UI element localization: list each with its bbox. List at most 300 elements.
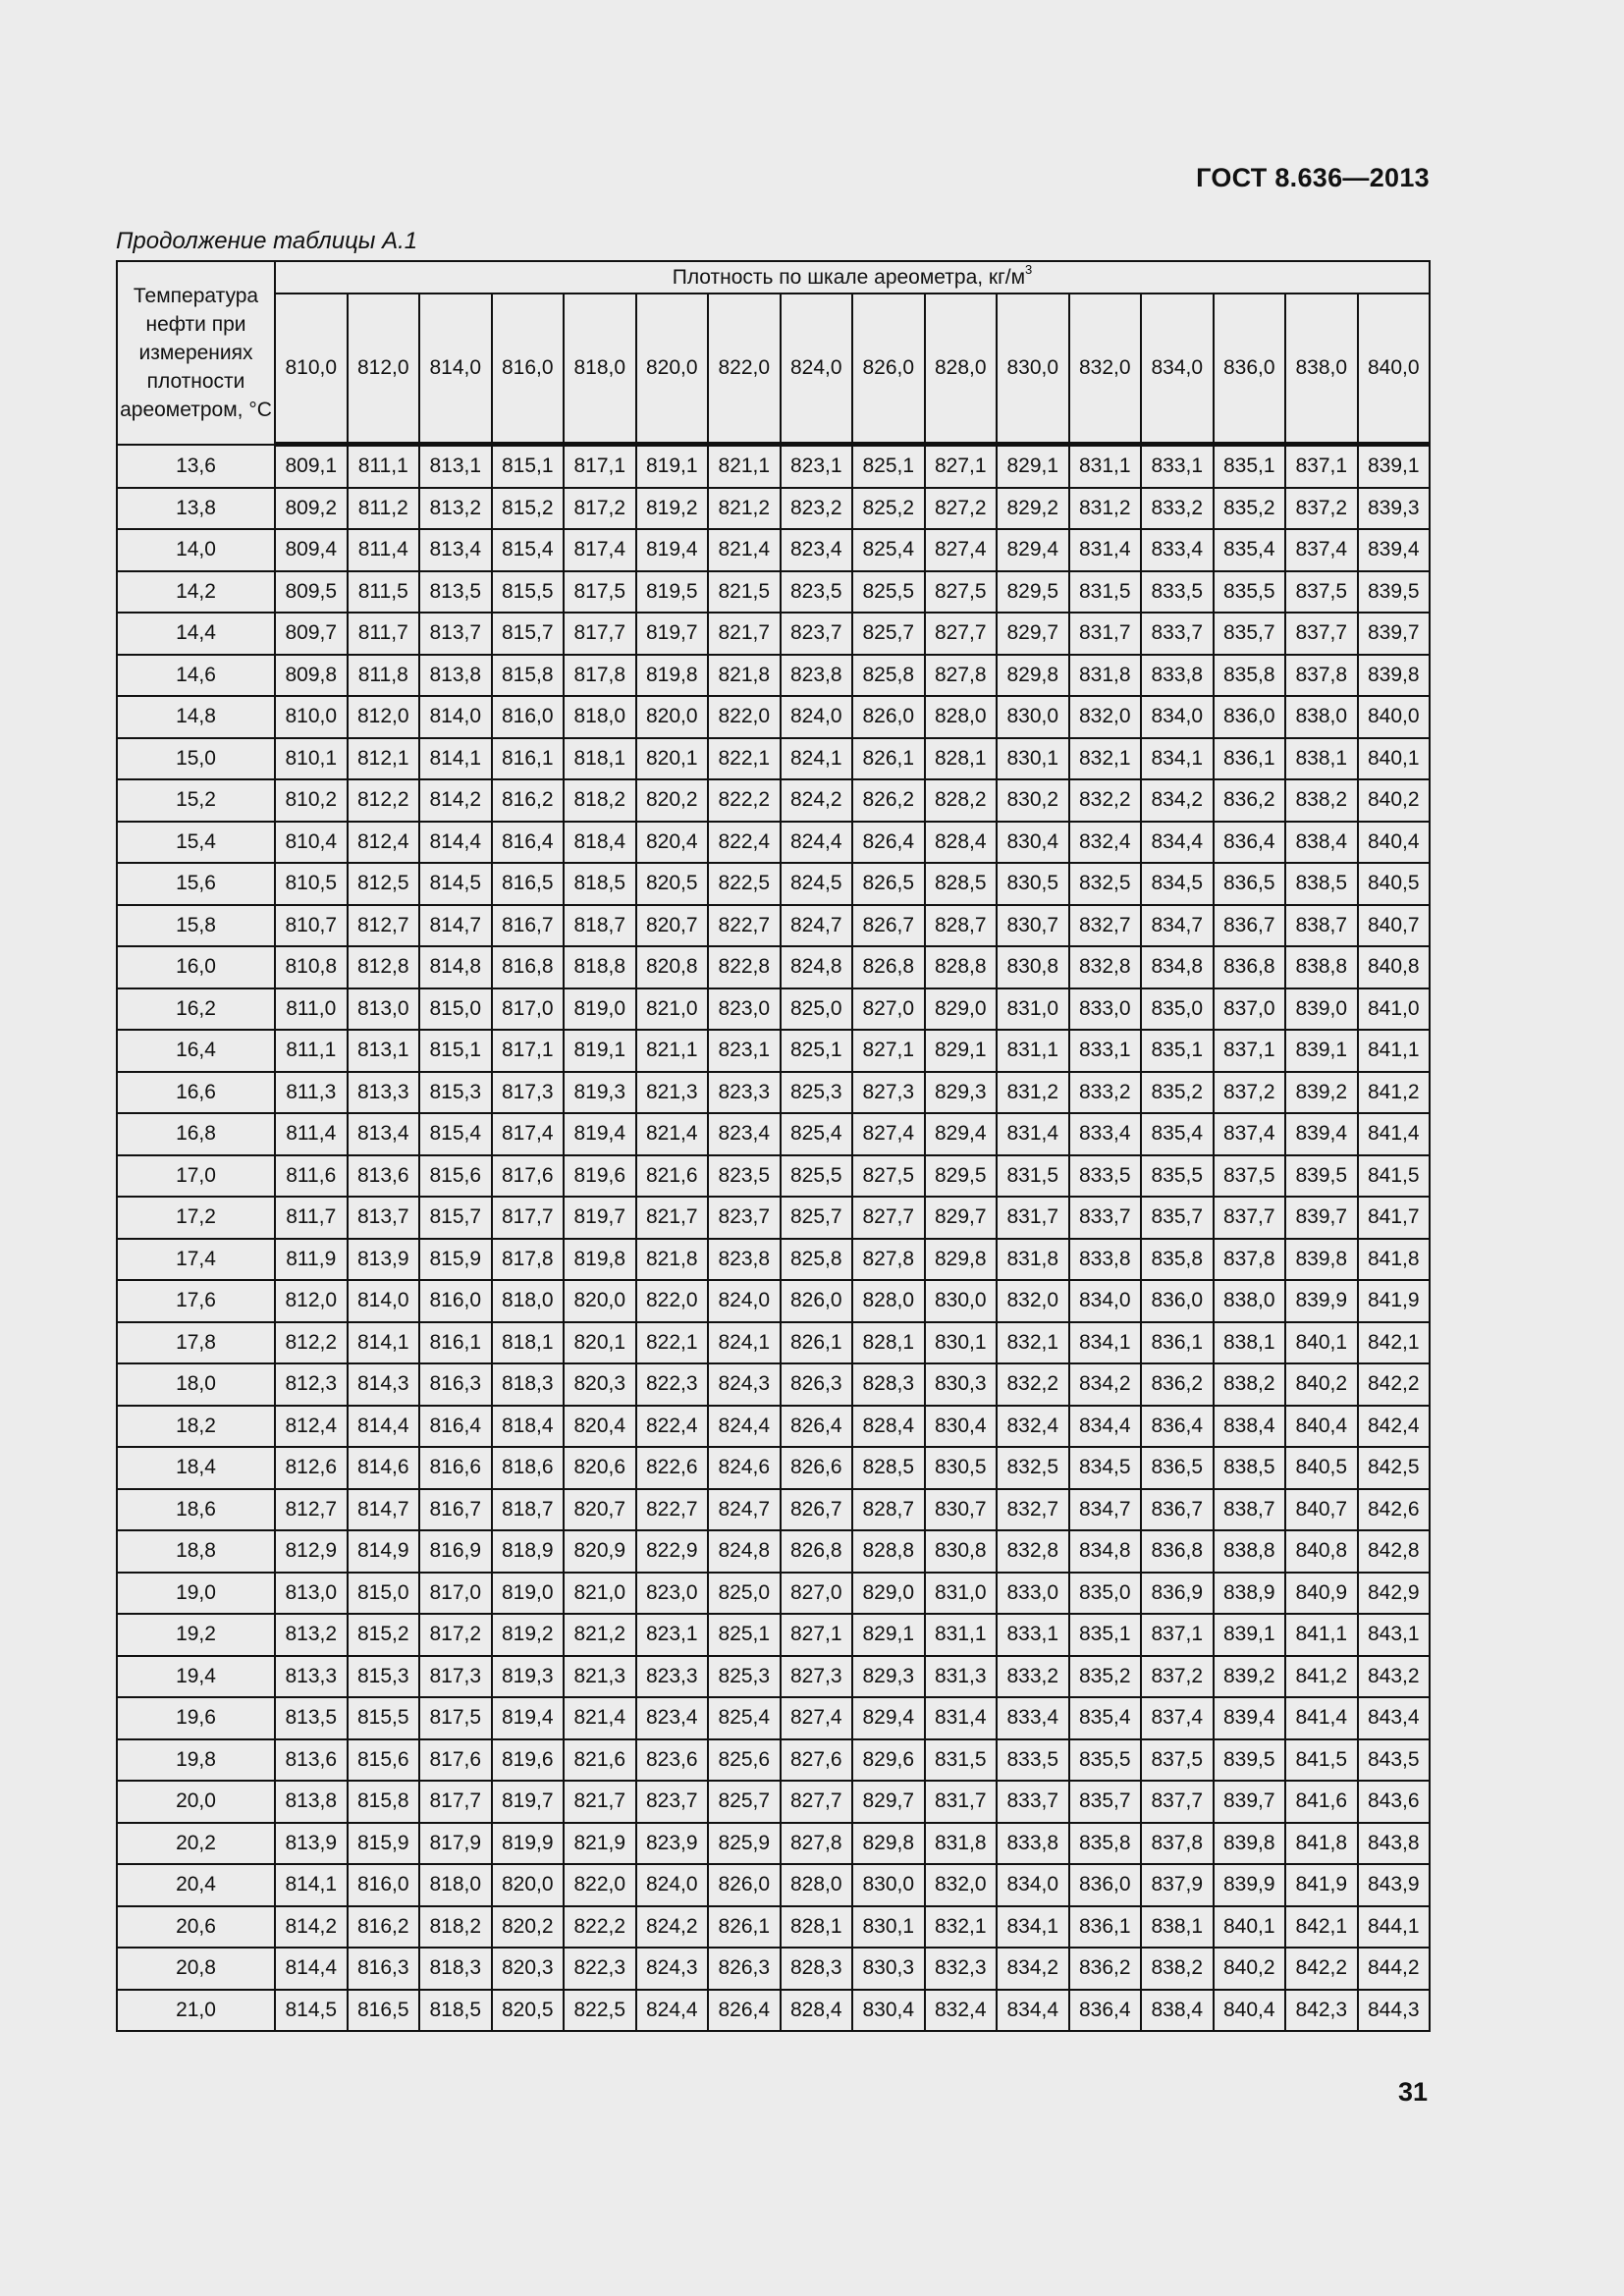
density-cell: 827,1: [781, 1614, 853, 1656]
table-row: [117, 1406, 1430, 1448]
density-cell: 813,9: [348, 1239, 420, 1281]
density-cell: 813,6: [348, 1155, 420, 1198]
density-cell: 843,5: [1358, 1739, 1431, 1782]
density-cell: 830,0: [925, 1280, 998, 1322]
density-column-15: 840,0: [1358, 294, 1431, 445]
table-row: [117, 1781, 1430, 1823]
density-cell: 814,9: [348, 1530, 420, 1573]
density-cell: 817,2: [419, 1614, 492, 1656]
density-cell: 836,9: [1141, 1573, 1214, 1615]
table-row: [117, 529, 1430, 571]
density-column-9: 828,0: [925, 294, 998, 445]
density-cell: 810,1: [275, 738, 348, 780]
density-cell: 832,7: [997, 1489, 1069, 1531]
density-cell: 816,1: [492, 738, 565, 780]
density-cell: 813,8: [275, 1781, 348, 1823]
density-cell: 817,8: [564, 655, 636, 697]
density-cell: 820,7: [564, 1489, 636, 1531]
density-cell: 811,7: [275, 1197, 348, 1239]
density-cell: 826,1: [708, 1906, 781, 1949]
density-cell: 836,1: [1141, 1322, 1214, 1364]
density-cell: 825,5: [852, 571, 925, 614]
density-cell: 830,5: [997, 863, 1069, 905]
density-cell: 818,5: [419, 1990, 492, 2032]
density-cell: 815,5: [492, 571, 565, 614]
table-row: [117, 696, 1430, 738]
density-cell: 831,4: [1069, 529, 1142, 571]
density-cell: 825,0: [708, 1573, 781, 1615]
density-cell: 829,3: [852, 1656, 925, 1698]
density-cell: 830,5: [925, 1447, 998, 1489]
density-cell: 829,1: [997, 445, 1069, 488]
density-cell: 832,0: [997, 1280, 1069, 1322]
density-cell: 834,4: [1069, 1406, 1142, 1448]
density-cell: 817,5: [564, 571, 636, 614]
density-cell: 837,1: [1141, 1614, 1214, 1656]
density-cell: 811,4: [275, 1113, 348, 1155]
density-cell: 825,1: [852, 445, 925, 488]
density-cell: 821,8: [708, 655, 781, 697]
temperature-cell: 15,2: [117, 779, 275, 822]
density-cell: 813,1: [348, 1030, 420, 1072]
density-cell: 816,7: [419, 1489, 492, 1531]
density-column-4: 818,0: [564, 294, 636, 445]
density-cell: 817,1: [564, 445, 636, 488]
density-cell: 830,3: [852, 1948, 925, 1990]
density-cell: 827,0: [852, 988, 925, 1031]
density-cell: 836,0: [1214, 696, 1286, 738]
density-cell: 829,4: [925, 1113, 998, 1155]
density-cell: 813,2: [275, 1614, 348, 1656]
density-cell: 840,7: [1285, 1489, 1358, 1531]
density-cell: 840,2: [1285, 1363, 1358, 1406]
density-cell: 824,7: [708, 1489, 781, 1531]
density-cell: 838,7: [1214, 1489, 1286, 1531]
density-cell: 838,5: [1285, 863, 1358, 905]
density-cell: 820,1: [636, 738, 709, 780]
density-cell: 824,4: [781, 822, 853, 864]
table-row: [117, 571, 1430, 614]
density-cell: 821,2: [564, 1614, 636, 1656]
table-row: [117, 655, 1430, 697]
density-cell: 838,7: [1285, 905, 1358, 947]
density-cell: 831,0: [997, 988, 1069, 1031]
temperature-cell: 14,0: [117, 529, 275, 571]
density-cell: 809,2: [275, 488, 348, 530]
density-cell: 827,8: [781, 1823, 853, 1865]
density-cell: 835,7: [1069, 1781, 1142, 1823]
density-cell: 825,2: [852, 488, 925, 530]
density-cell: 818,5: [564, 863, 636, 905]
density-cell: 812,8: [348, 946, 420, 988]
density-cell: 820,2: [492, 1906, 565, 1949]
density-cell: 835,5: [1069, 1739, 1142, 1782]
density-cell: 829,2: [997, 488, 1069, 530]
density-cell: 814,2: [419, 779, 492, 822]
density-cell: 833,1: [997, 1614, 1069, 1656]
density-cell: 823,5: [708, 1155, 781, 1198]
temperature-cell: 18,2: [117, 1406, 275, 1448]
density-cell: 814,8: [419, 946, 492, 988]
density-cell: 839,4: [1285, 1113, 1358, 1155]
density-cell: 844,3: [1358, 1990, 1431, 2032]
density-cell: 822,9: [636, 1530, 709, 1573]
density-cell: 825,5: [781, 1155, 853, 1198]
density-cell: 839,8: [1285, 1239, 1358, 1281]
density-cell: 827,8: [925, 655, 998, 697]
density-cell: 829,3: [925, 1072, 998, 1114]
density-cell: 839,7: [1285, 1197, 1358, 1239]
density-cell: 815,3: [348, 1656, 420, 1698]
density-cell: 815,3: [419, 1072, 492, 1114]
density-cell: 823,3: [636, 1656, 709, 1698]
density-cell: 826,4: [852, 822, 925, 864]
temperature-cell: 16,4: [117, 1030, 275, 1072]
density-cell: 831,5: [925, 1739, 998, 1782]
temperature-cell: 19,2: [117, 1614, 275, 1656]
density-cell: 840,8: [1285, 1530, 1358, 1573]
density-cell: 837,1: [1214, 1030, 1286, 1072]
density-cell: 836,0: [1069, 1864, 1142, 1906]
density-cell: 838,2: [1141, 1948, 1214, 1990]
density-cell: 820,6: [564, 1447, 636, 1489]
density-cell: 817,0: [492, 988, 565, 1031]
density-cell: 840,1: [1358, 738, 1431, 780]
density-cell: 826,0: [708, 1864, 781, 1906]
density-cell: 842,2: [1285, 1948, 1358, 1990]
density-cell: 830,1: [925, 1322, 998, 1364]
density-cell: 811,9: [275, 1239, 348, 1281]
density-cell: 828,8: [925, 946, 998, 988]
density-cell: 823,6: [636, 1739, 709, 1782]
density-cell: 834,7: [1069, 1489, 1142, 1531]
density-cell: 826,5: [852, 863, 925, 905]
density-cell: 835,2: [1069, 1656, 1142, 1698]
density-cell: 823,1: [708, 1030, 781, 1072]
density-cell: 827,7: [925, 613, 998, 655]
density-cell: 815,7: [419, 1197, 492, 1239]
temperature-cell: 14,2: [117, 571, 275, 614]
density-cell: 835,4: [1069, 1697, 1142, 1739]
table-row: [117, 1614, 1430, 1656]
density-cell: 826,0: [781, 1280, 853, 1322]
density-cell: 839,0: [1285, 988, 1358, 1031]
density-cell: 822,5: [564, 1990, 636, 2032]
density-cell: 811,6: [275, 1155, 348, 1198]
density-cell: 823,7: [781, 613, 853, 655]
density-cell: 838,1: [1141, 1906, 1214, 1949]
density-cell: 826,8: [852, 946, 925, 988]
density-cell: 826,3: [708, 1948, 781, 1990]
temperature-cell: 18,0: [117, 1363, 275, 1406]
density-cell: 816,3: [419, 1363, 492, 1406]
density-cell: 834,1: [997, 1906, 1069, 1949]
density-cell: 835,2: [1214, 488, 1286, 530]
density-cell: 827,4: [781, 1697, 853, 1739]
density-cell: 819,8: [636, 655, 709, 697]
density-values-header-row: [117, 294, 1430, 445]
density-cell: 822,4: [708, 822, 781, 864]
density-cell: 817,3: [419, 1656, 492, 1698]
density-cell: 837,2: [1285, 488, 1358, 530]
density-cell: 831,0: [925, 1573, 998, 1615]
density-cell: 821,6: [564, 1739, 636, 1782]
density-cell: 814,7: [348, 1489, 420, 1531]
density-cell: 836,2: [1214, 779, 1286, 822]
density-cell: 821,0: [564, 1573, 636, 1615]
density-cell: 840,9: [1285, 1573, 1358, 1615]
density-cell: 812,2: [275, 1322, 348, 1364]
density-cell: 814,4: [348, 1406, 420, 1448]
density-cell: 826,4: [708, 1990, 781, 2032]
density-cell: 815,4: [419, 1113, 492, 1155]
density-cell: 820,0: [492, 1864, 565, 1906]
density-cell: 815,0: [419, 988, 492, 1031]
density-cell: 810,2: [275, 779, 348, 822]
density-cell: 816,4: [419, 1406, 492, 1448]
density-cell: 841,5: [1358, 1155, 1431, 1198]
density-cell: 835,1: [1214, 445, 1286, 488]
density-cell: 817,6: [492, 1155, 565, 1198]
density-cell: 819,4: [564, 1113, 636, 1155]
density-cell: 840,4: [1214, 1990, 1286, 2032]
density-cell: 841,7: [1358, 1197, 1431, 1239]
density-cell: 825,3: [708, 1656, 781, 1698]
density-cell: 813,1: [419, 445, 492, 488]
table-row: [117, 613, 1430, 655]
density-cell: 827,7: [781, 1781, 853, 1823]
density-cell: 835,8: [1141, 1239, 1214, 1281]
density-cell: 813,2: [419, 488, 492, 530]
density-cell: 819,4: [492, 1697, 565, 1739]
density-cell: 833,4: [997, 1697, 1069, 1739]
density-cell: 819,7: [636, 613, 709, 655]
temperature-cell: 13,6: [117, 445, 275, 488]
density-cell: 816,8: [492, 946, 565, 988]
density-cell: 840,2: [1214, 1948, 1286, 1990]
temperature-cell: 20,8: [117, 1948, 275, 1990]
density-cell: 821,7: [564, 1781, 636, 1823]
density-cell: 821,3: [636, 1072, 709, 1114]
density-cell: 823,7: [636, 1781, 709, 1823]
density-cell: 836,2: [1069, 1948, 1142, 1990]
density-cell: 823,3: [708, 1072, 781, 1114]
density-cell: 842,4: [1358, 1406, 1431, 1448]
density-cell: 819,0: [564, 988, 636, 1031]
density-cell: 826,1: [852, 738, 925, 780]
density-cell: 824,5: [781, 863, 853, 905]
density-cell: 838,2: [1285, 779, 1358, 822]
density-cell: 840,5: [1285, 1447, 1358, 1489]
density-cell: 814,3: [348, 1363, 420, 1406]
density-cell: 811,5: [348, 571, 420, 614]
density-cell: 825,3: [781, 1072, 853, 1114]
density-cell: 840,8: [1358, 946, 1431, 988]
density-cell: 835,7: [1214, 613, 1286, 655]
density-cell: 821,5: [708, 571, 781, 614]
density-cell: 819,7: [492, 1781, 565, 1823]
density-cell: 820,3: [564, 1363, 636, 1406]
density-cell: 834,4: [997, 1990, 1069, 2032]
density-cell: 812,4: [275, 1406, 348, 1448]
density-cell: 815,1: [492, 445, 565, 488]
density-cell: 820,7: [636, 905, 709, 947]
density-cell: 834,5: [1069, 1447, 1142, 1489]
density-cell: 820,9: [564, 1530, 636, 1573]
density-cell: 817,4: [564, 529, 636, 571]
density-cell: 817,7: [492, 1197, 565, 1239]
density-cell: 813,4: [348, 1113, 420, 1155]
density-cell: 831,7: [1069, 613, 1142, 655]
density-cell: 839,7: [1214, 1781, 1286, 1823]
density-cell: 819,2: [636, 488, 709, 530]
density-cell: 815,2: [492, 488, 565, 530]
density-cell: 817,6: [419, 1739, 492, 1782]
density-cell: 831,8: [925, 1823, 998, 1865]
density-cell: 823,5: [781, 571, 853, 614]
density-cell: 834,4: [1141, 822, 1214, 864]
density-cell: 842,5: [1358, 1447, 1431, 1489]
density-cell: 828,3: [852, 1363, 925, 1406]
density-cell: 837,7: [1285, 613, 1358, 655]
temperature-cell: 16,6: [117, 1072, 275, 1114]
table-row: [117, 1155, 1430, 1198]
temperature-cell: 13,8: [117, 488, 275, 530]
density-cell: 811,1: [275, 1030, 348, 1072]
density-cell: 833,8: [997, 1823, 1069, 1865]
density-cell: 841,4: [1285, 1697, 1358, 1739]
density-cell: 825,7: [852, 613, 925, 655]
density-cell: 837,4: [1285, 529, 1358, 571]
density-cell: 826,7: [781, 1489, 853, 1531]
density-cell: 830,7: [997, 905, 1069, 947]
density-cell: 833,1: [1141, 445, 1214, 488]
density-cell: 819,5: [636, 571, 709, 614]
density-cell: 833,5: [1141, 571, 1214, 614]
density-cell: 824,0: [781, 696, 853, 738]
density-cell: 839,9: [1285, 1280, 1358, 1322]
density-cell: 819,6: [564, 1155, 636, 1198]
density-cell: 825,1: [781, 1030, 853, 1072]
density-cell: 820,0: [636, 696, 709, 738]
density-cell: 826,2: [852, 779, 925, 822]
density-cell: 814,0: [348, 1280, 420, 1322]
density-cell: 819,4: [636, 529, 709, 571]
density-cell: 832,1: [925, 1906, 998, 1949]
density-cell: 823,0: [708, 988, 781, 1031]
density-cell: 813,5: [275, 1697, 348, 1739]
density-cell: 834,7: [1141, 905, 1214, 947]
density-cell: 819,1: [564, 1030, 636, 1072]
density-cell: 840,2: [1358, 779, 1431, 822]
table-row: [117, 488, 1430, 530]
density-cell: 827,0: [781, 1573, 853, 1615]
density-cell: 827,1: [852, 1030, 925, 1072]
density-cell: 816,9: [419, 1530, 492, 1573]
density-cell: 820,5: [492, 1990, 565, 2032]
density-cell: 840,1: [1285, 1322, 1358, 1364]
temperature-cell: 17,0: [117, 1155, 275, 1198]
density-cell: 824,3: [708, 1363, 781, 1406]
temperature-cell: 18,6: [117, 1489, 275, 1531]
table-row: [117, 1030, 1430, 1072]
density-cell: 840,0: [1358, 696, 1431, 738]
density-cell: 839,7: [1358, 613, 1431, 655]
density-cell: 834,2: [997, 1948, 1069, 1990]
density-cell: 824,2: [636, 1906, 709, 1949]
density-cell: 833,8: [1141, 655, 1214, 697]
density-cell: 814,0: [419, 696, 492, 738]
density-cell: 836,4: [1069, 1990, 1142, 2032]
table-row: [117, 822, 1430, 864]
density-cell: 826,6: [781, 1447, 853, 1489]
density-cell: 819,7: [564, 1197, 636, 1239]
density-cell: 814,1: [275, 1864, 348, 1906]
density-cell: 827,2: [925, 488, 998, 530]
density-cell: 809,8: [275, 655, 348, 697]
density-cell: 839,4: [1214, 1697, 1286, 1739]
density-cell: 843,4: [1358, 1697, 1431, 1739]
density-cell: 838,0: [1285, 696, 1358, 738]
density-cell: 828,0: [852, 1280, 925, 1322]
density-cell: 823,1: [781, 445, 853, 488]
density-cell: 834,1: [1069, 1322, 1142, 1364]
density-cell: 833,2: [997, 1656, 1069, 1698]
density-cell: 825,6: [708, 1739, 781, 1782]
density-cell: 816,4: [492, 822, 565, 864]
density-cell: 817,1: [492, 1030, 565, 1072]
density-cell: 836,5: [1214, 863, 1286, 905]
density-column-1: 812,0: [348, 294, 420, 445]
density-cell: 841,8: [1358, 1239, 1431, 1281]
density-cell: 818,2: [564, 779, 636, 822]
density-cell: 809,5: [275, 571, 348, 614]
density-cell: 813,7: [348, 1197, 420, 1239]
document-standard-number: ГОСТ 8.636—2013: [1196, 163, 1430, 192]
density-cell: 831,8: [1069, 655, 1142, 697]
temperature-cell: 19,4: [117, 1656, 275, 1698]
table-row: [117, 1906, 1430, 1949]
table-row: [117, 1530, 1430, 1573]
density-cell: 823,4: [636, 1697, 709, 1739]
density-cell: 821,7: [708, 613, 781, 655]
density-cell: 820,5: [636, 863, 709, 905]
density-cell: 838,9: [1214, 1573, 1286, 1615]
density-cell: 832,8: [1069, 946, 1142, 988]
density-cell: 841,0: [1358, 988, 1431, 1031]
density-cell: 814,4: [419, 822, 492, 864]
density-cell: 811,0: [275, 988, 348, 1031]
density-cell: 839,8: [1358, 655, 1431, 697]
density-cell: 814,4: [275, 1948, 348, 1990]
density-cell: 812,4: [348, 822, 420, 864]
density-cell: 822,3: [636, 1363, 709, 1406]
density-cell: 823,8: [781, 655, 853, 697]
density-cell: 823,8: [708, 1239, 781, 1281]
density-cell: 818,0: [419, 1864, 492, 1906]
density-cell: 818,1: [564, 738, 636, 780]
density-cell: 818,3: [492, 1363, 565, 1406]
density-cell: 812,0: [275, 1280, 348, 1322]
density-cell: 817,5: [419, 1697, 492, 1739]
density-cell: 841,2: [1285, 1656, 1358, 1698]
density-cell: 829,0: [852, 1573, 925, 1615]
density-cell: 822,8: [708, 946, 781, 988]
density-cell: 823,4: [708, 1113, 781, 1155]
density-cell: 829,8: [852, 1823, 925, 1865]
density-cell: 817,7: [419, 1781, 492, 1823]
density-cell: 828,4: [781, 1990, 853, 2032]
